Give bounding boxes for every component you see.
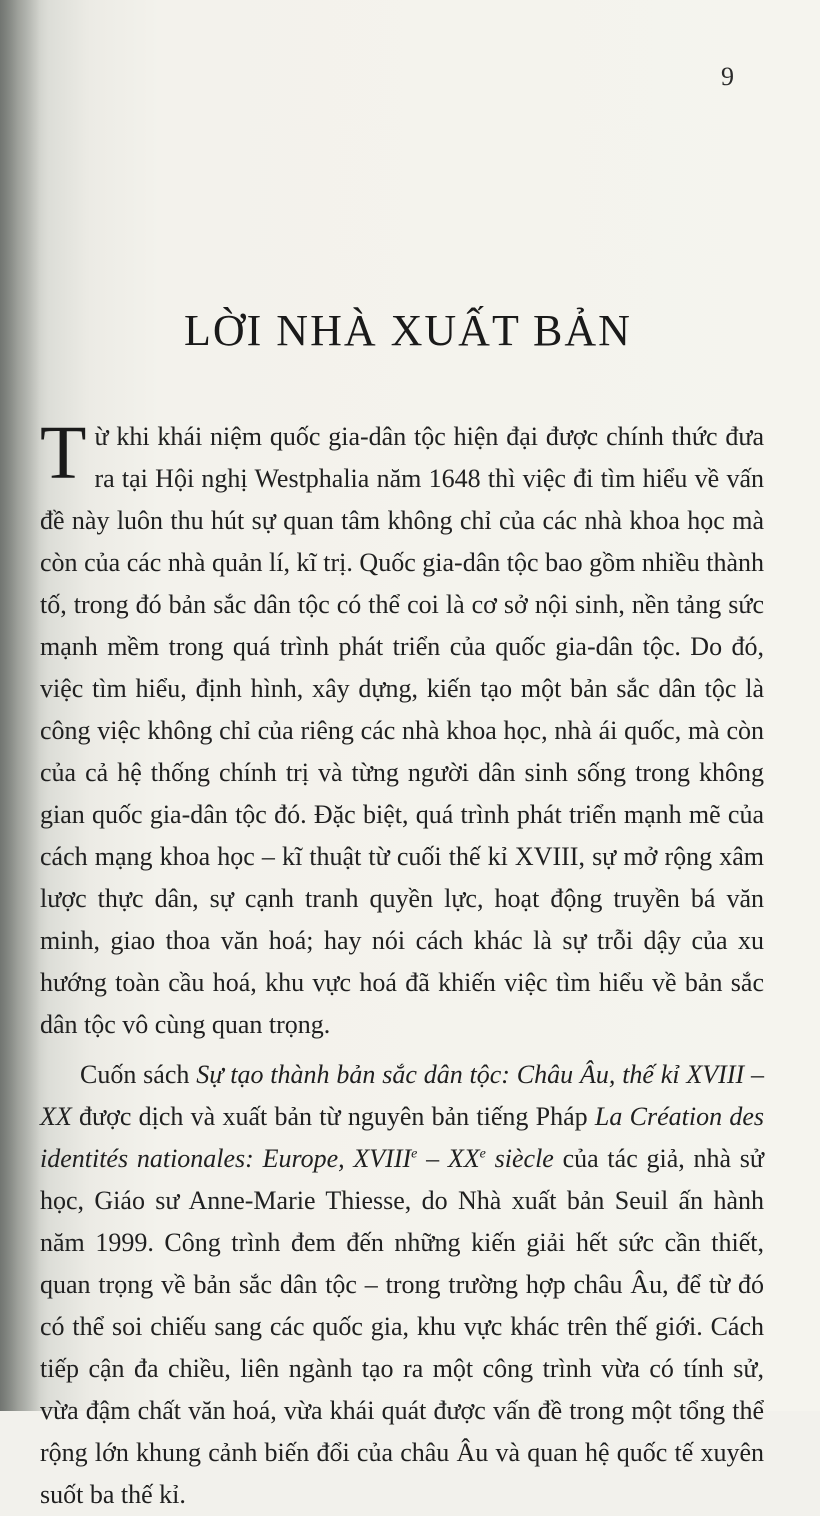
french-title-dash: – XX: [417, 1144, 480, 1173]
french-title-part-a: La Création des identités nationales: Europe, XVIII: [40, 1102, 764, 1173]
paragraph-1: Từ khi khái niệm quốc gia-dân tộc hiện đại được chính thức đưa ra tại Hội nghị Westphalia năm 1648 thì việc đi tìm hiểu về vấn đề này luôn thu hút sự quan tâm không chỉ của các nhà khoa học mà còn của các nhà quản lí, kĩ trị. Quốc gia-dân tộc bao gồm nhiều thành tố, trong đó bản sắc dân tộc có thể coi là cơ sở nội sinh, nền tảng sức mạnh mềm trong quá trình phát triển của quốc gia-dân tộc. Do đó, việc tìm hiểu, định hình, xây dựng, kiến tạo một bản sắc dân tộc là công việc không chỉ của riêng các nhà khoa học, nhà ái quốc, mà còn của cả hệ thống chính trị và từng người dân sinh sống trong không gian quốc gia-dân tộc đó. Đặc biệt, quá trình phát triển mạnh mẽ của cách mạng khoa học – kĩ thuật từ cuối thế kỉ XVIII, sự mở rộng xâm lược thực dân, sự cạnh tranh quyền lực, hoạt động truyền bá văn minh, giao thoa văn hoá; hay nói cách khác là sự trỗi dậy của xu hướng toàn cầu hoá, khu vực hoá đã khiến việc tìm hiểu về bản sắc dân tộc vô cùng quan trọng.: [40, 411, 764, 1039]
superscript-e-1: e: [411, 1146, 418, 1162]
page-number: 9: [721, 62, 734, 91]
paragraph-2-text-a: Cuốn sách: [80, 1060, 197, 1089]
french-title-part-b: siècle: [485, 1144, 554, 1173]
paragraph-2: [40, 1054, 764, 1516]
body-text: [40, 411, 765, 1516]
page-spine-shadow: [0, 0, 40, 1411]
superscript-e-2: e: [479, 1146, 486, 1162]
section-title: LỜI NHÀ XUẤT BẢN: [184, 306, 632, 355]
vietnamese-book-title: Sự tạo thành bản sắc dân tộc: Châu Âu, thế kỉ XVIII – XX: [40, 1060, 764, 1131]
paragraph-2-text-c: của tác giả, nhà sử học, Giáo sư Anne-Marie Thiesse, do Nhà xuất bản Seuil ấn hành năm 1999. Công trình đem đến những kiến giải hết sức cần thiết, quan trọng về bản sắc dân tộc – trong trường hợp châu Âu, để từ đó có thể soi chiếu sang các quốc gia, khu vực khác trên thế giới. Cách tiếp cận đa chiều, liên ngành tạo ra một công trình vừa có tính sử, vừa đậm chất văn hoá, vừa khái quát được vấn đề trong một tổng thể rộng lớn khung cảnh biến đổi của châu Âu và quan hệ quốc tế xuyên suốt ba thế kỉ.: [40, 1144, 765, 1509]
paragraph-2-text-b: được dịch và xuất bản từ nguyên bản tiếng Pháp: [71, 1102, 595, 1131]
